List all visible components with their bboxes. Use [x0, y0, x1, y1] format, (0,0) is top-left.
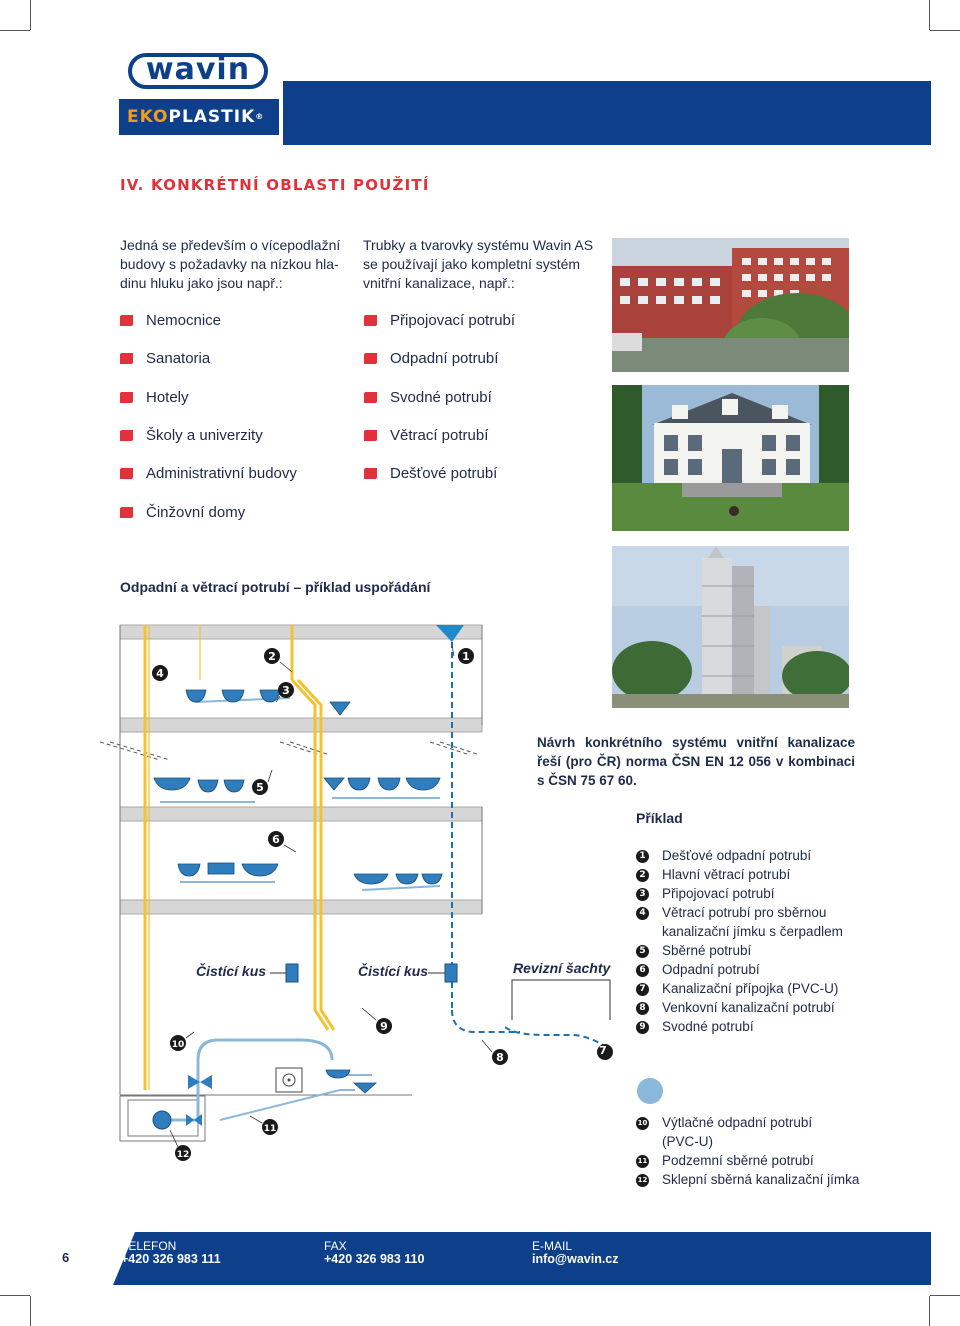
crop-mark	[929, 1296, 930, 1326]
intro-right-line: se používají jako kompletní systém	[363, 256, 581, 272]
footer-fax-label: FAX	[324, 1239, 347, 1253]
bullet-square	[120, 468, 133, 479]
marker-2	[264, 648, 280, 664]
page-number: 6	[62, 1250, 70, 1265]
svg-text:11: 11	[263, 1124, 277, 1134]
crop-mark	[930, 30, 960, 31]
marker-6	[268, 831, 284, 847]
intro-right-line: vnitřní kanalizace, např.:	[363, 275, 515, 291]
svg-text:9: 9	[380, 1020, 388, 1033]
bullet-square	[120, 430, 133, 441]
marker-7-label: 7	[599, 1044, 607, 1057]
svg-text:10: 10	[171, 1040, 185, 1050]
section-title: IV. KONKRÉTNÍ OBLASTI POUŽITÍ	[120, 176, 430, 194]
marker-1	[458, 648, 474, 664]
intro-right	[363, 236, 593, 293]
bullet-square	[364, 392, 377, 403]
pump-icon	[153, 1111, 171, 1129]
floor-drain-dot	[288, 1079, 291, 1082]
marker-4	[152, 665, 168, 681]
svg-text:1: 1	[462, 650, 470, 663]
cleaning-piece-icon	[286, 964, 298, 982]
skyscraper-photo	[612, 546, 849, 708]
crop-mark	[30, 0, 31, 30]
svg-text:8: 8	[496, 1051, 504, 1064]
logo-eko: EKO	[127, 107, 169, 127]
marker-10	[170, 1035, 186, 1051]
drainage-diagram	[100, 620, 520, 1165]
valve-icon	[188, 1075, 212, 1089]
intro-right-line: Trubky a tvarovky systému Wavin AS	[363, 237, 594, 253]
footer-phone-value[interactable]: +420 326 983 111	[121, 1252, 221, 1266]
wavin-logo-text: wavin	[145, 52, 251, 87]
crop-mark	[930, 1295, 960, 1296]
svg-text:3: 3	[282, 684, 290, 697]
crop-mark	[929, 0, 930, 30]
bullet-square	[364, 315, 377, 326]
norm-text: Návrh konkrétního systému vnitřní kanalizace řeší (pro ČR) norma ČSN EN 12 056 v kombinaci s ČSN 75 67 60.	[537, 735, 855, 788]
crop-mark	[0, 1295, 30, 1296]
svg-text:6: 6	[272, 833, 280, 846]
check-valve-icon	[186, 1114, 202, 1126]
footer-fax-value: +420 326 983 110	[324, 1252, 425, 1266]
intro-left	[120, 236, 340, 293]
bullet-square	[120, 392, 133, 403]
intro-left-line: Jedná se především o vícepodlažní	[120, 237, 341, 253]
building-structure	[100, 625, 482, 1141]
bullet-square	[364, 430, 377, 441]
intro-left-line: budovy s požadavky na nízkou hla-	[120, 256, 339, 272]
footer-band	[113, 1232, 931, 1285]
bullet-square	[120, 315, 133, 326]
bullet-square	[120, 353, 133, 364]
footer-email-label: E-MAIL	[532, 1239, 573, 1253]
legend-title: Příklad	[636, 810, 683, 826]
marker-5	[252, 779, 268, 795]
villa-photo	[612, 385, 849, 531]
logo-plastik: PLASTIK	[168, 107, 256, 127]
svg-text:12: 12	[176, 1150, 190, 1160]
revision-shaft-label: Revizní šachty	[513, 960, 611, 976]
logo-registered: ®	[255, 112, 265, 121]
svg-text:5: 5	[256, 781, 264, 794]
revision-shaft-graphic	[505, 975, 615, 1075]
diagram-title: Odpadní a větrací potrubí – příklad uspořádání	[120, 579, 431, 595]
ekoplastik-logo	[127, 105, 264, 129]
crop-mark	[30, 1296, 31, 1326]
bullet-square	[120, 507, 133, 518]
marker-11	[262, 1119, 278, 1135]
marker-12	[175, 1145, 191, 1161]
footer-email-link[interactable]: info@wavin.cz	[532, 1252, 619, 1266]
sanitary-fixtures	[154, 690, 442, 1093]
svg-text:2: 2	[268, 650, 276, 663]
bullet-square	[364, 353, 377, 364]
svg-text:4: 4	[156, 667, 164, 680]
hospital-photo	[612, 238, 849, 372]
crop-mark	[0, 30, 30, 31]
bullet-square	[364, 468, 377, 479]
footer-phone-label: TELEFON	[121, 1239, 177, 1253]
marker-3	[278, 682, 294, 698]
intro-left-line: dinu hluku jako jsou např.:	[120, 275, 283, 291]
cleaning-piece-icon	[445, 964, 457, 982]
manhole-icon	[637, 1078, 663, 1104]
marker-9	[376, 1018, 392, 1034]
cleaning-piece-label: Čistící kus	[196, 963, 267, 979]
cleaning-piece-label: Čistící kus	[358, 963, 429, 979]
